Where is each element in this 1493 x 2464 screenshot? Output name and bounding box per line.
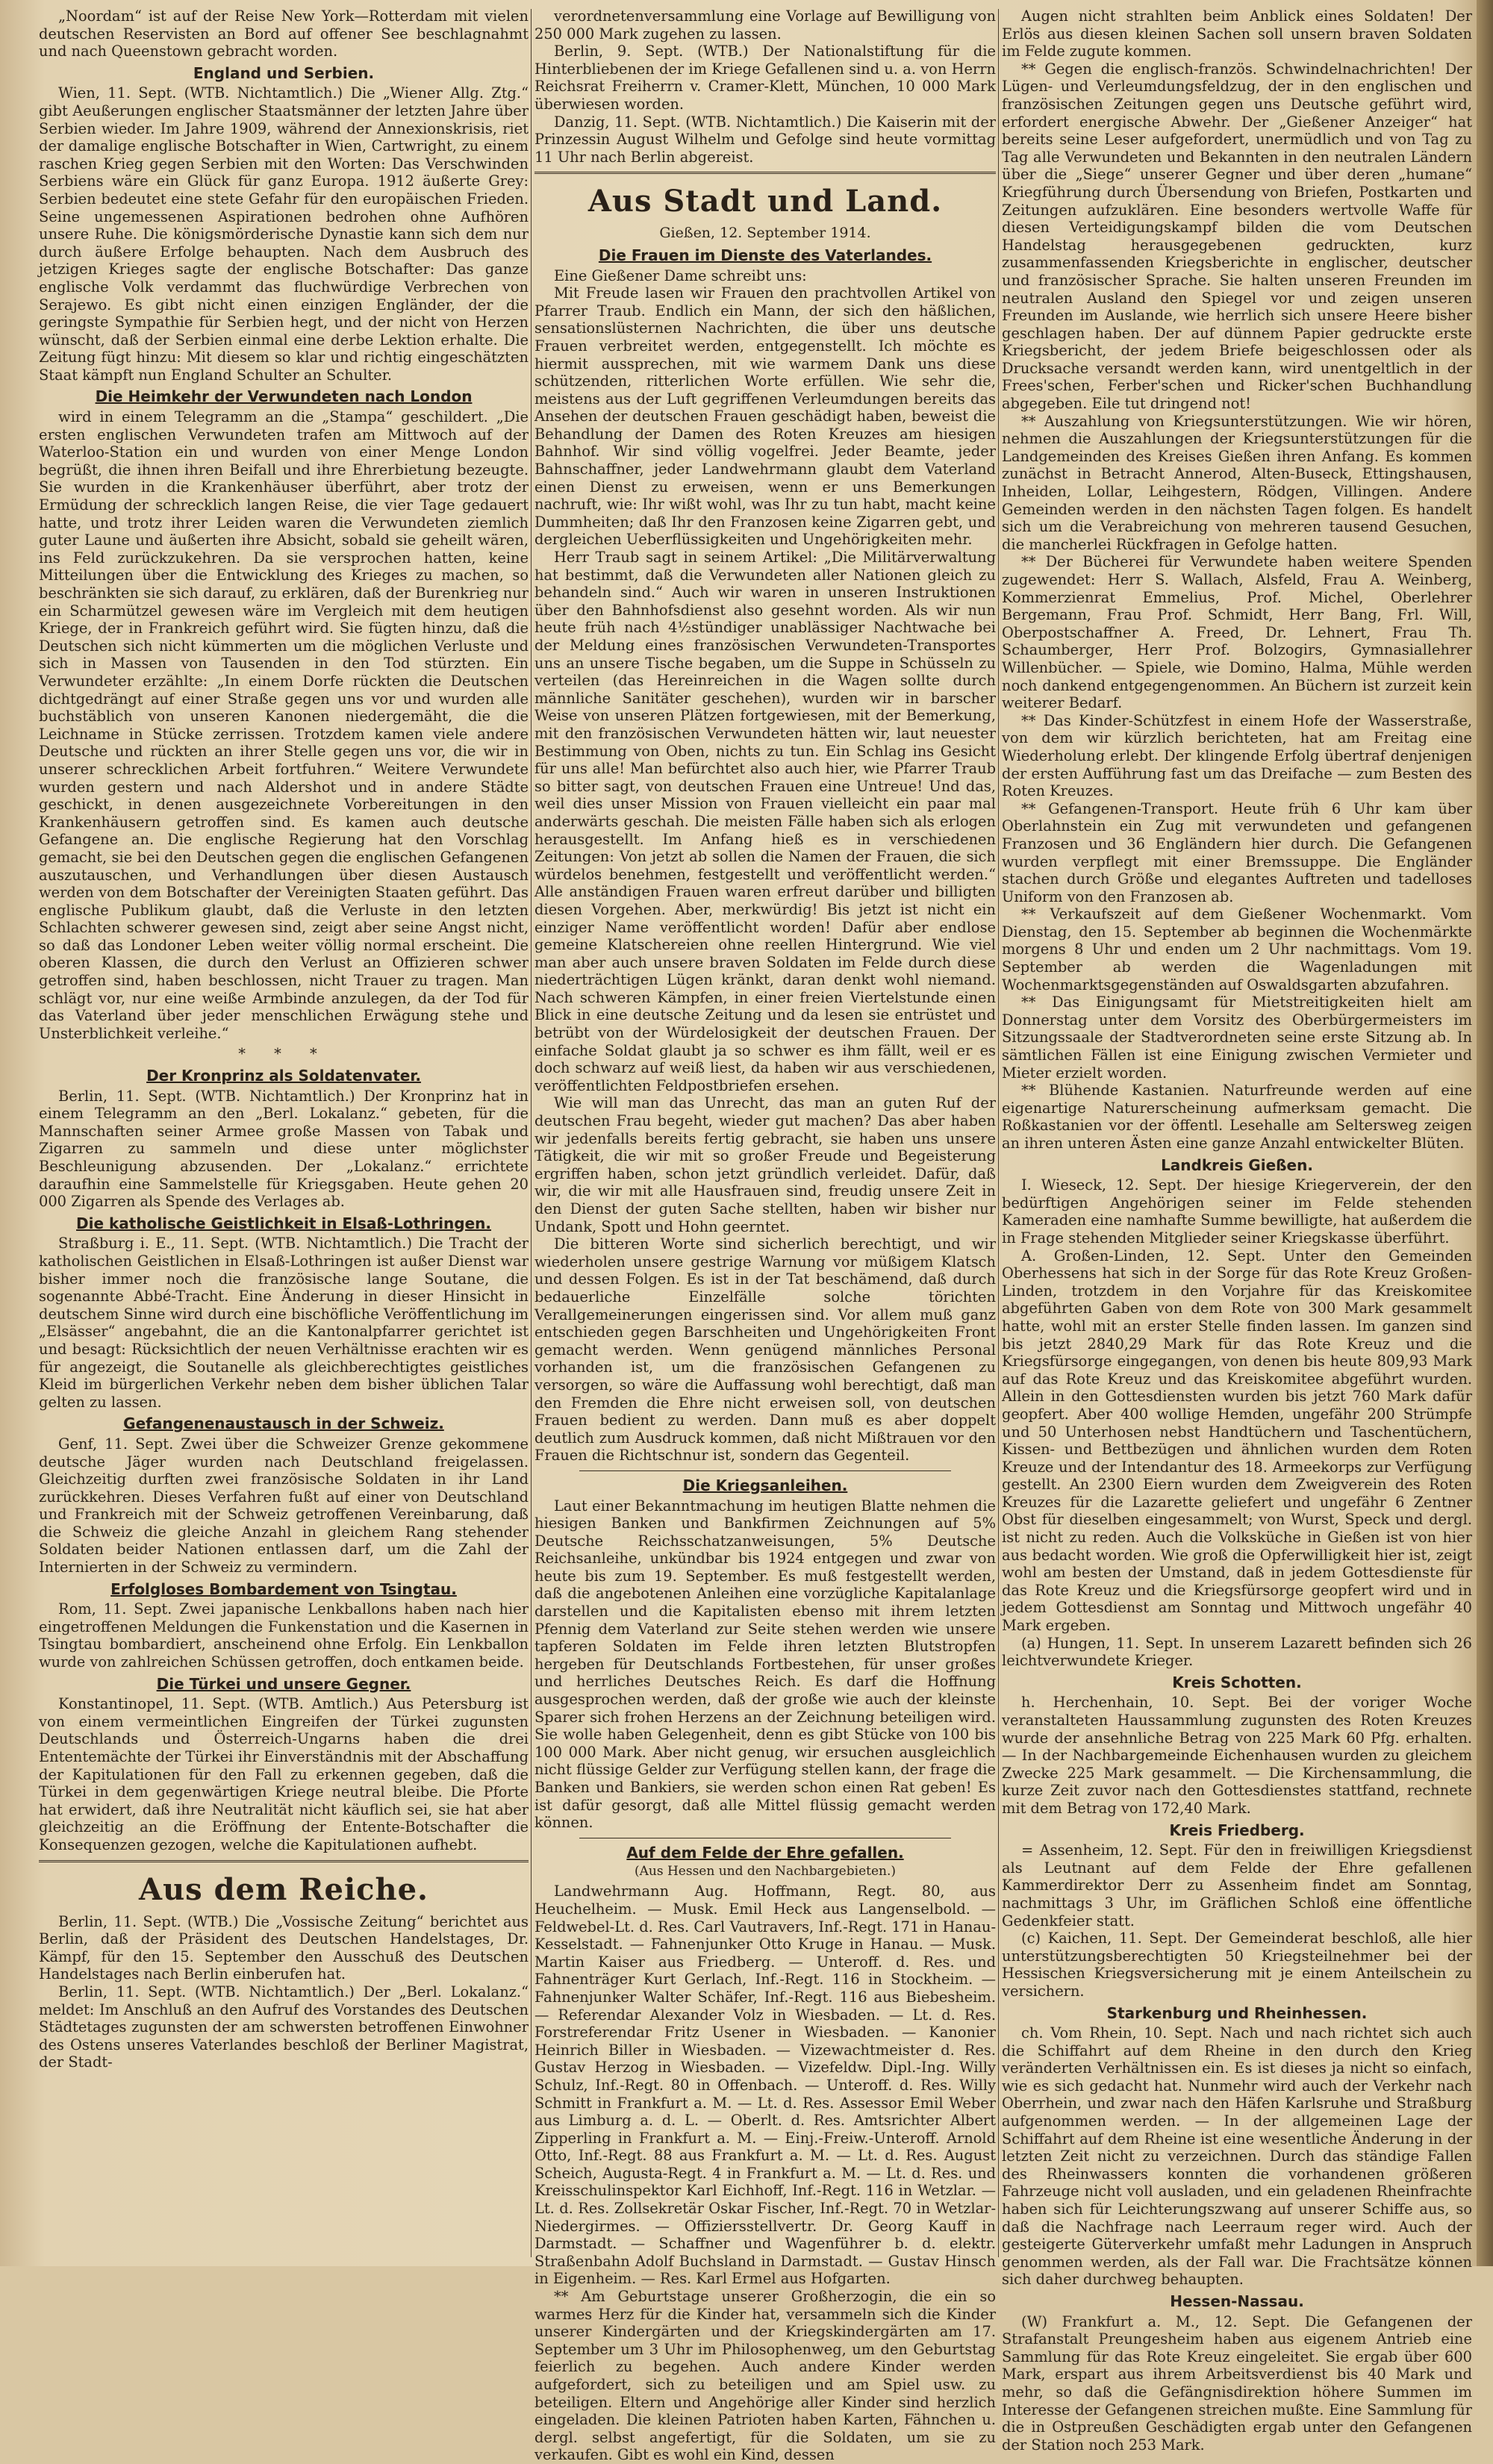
article-paragraph: Danzig, 11. Sept. (WTB. Nichtamtlich.) Die Kaiserin mit der Prinzessin August Wilhelm und Gefolge sind heute vormittag 11 Uhr nach Berlin abgereist.: [534, 113, 996, 166]
headline-felde-der-ehre: Auf dem Felde der Ehre gefallen.: [626, 1843, 904, 1862]
article-paragraph: Berlin, 11. Sept. (WTB. Nichtamtlich.) Der Kronprinz hat in einem Telegramm an den „Berl. Lokalanz.“ gebeten, für die Mannschaften seiner Armee große Massen von Tabak und Zigarren zu sammeln und diese unter möglichster Beschleunigung abzusenden. Der „Lokalanz.“ errichtete daraufhin eine Sammelstelle für Kriegsgaben. Heute gehen 20 000 Zigarren als Spende des Verlages ab.: [39, 1087, 529, 1211]
headline-england-serbien: England und Serbien.: [193, 63, 375, 82]
article-paragraph: ** Auszahlung von Kriegsunterstützungen. Wie wir hören, nehmen die Auszahlungen der Kriegsunterstützungen für die Landgemeinden des Kreises Gießen ihren Anfang. Es kommen zunächst in Betracht Annerod, Alten-Buseck, Ettingshausen, Inheiden, Lollar, Leihgestern, Rödgen, Villingen. Andere Gemeinden werden in den nächsten Tagen folgen. Es handelt sich um die Verabreichung von mehreren tausend Gesuchen, die mancherlei Rückfragen in Gefolge hatten.: [1002, 412, 1472, 553]
article-paragraph: Berlin, 9. Sept. (WTB.) Der Nationalstiftung für die Hinterbliebenen der im Kriege Gefallenen sind u. a. von Herrn Reichsrat Freiherrn v. Cramer-Klett, München, 10 000 Mark überwiesen worden.: [534, 43, 996, 113]
headline-tuerkei: Die Türkei und unsere Gegner.: [156, 1674, 411, 1693]
article-paragraph: Berlin, 11. Sept. (WTB.) Die „Vossische Zeitung“ berichtet aus Berlin, daß der Präsident des Deutschen Handelstages, Dr. Kämpf, für den 15. September den Ausschuß des Deutschen Handelstages nach Berlin einberufen hat.: [39, 1912, 529, 1983]
article-paragraph: Laut einer Bekanntmachung im heutigen Blatte nehmen die hiesigen Banken und Bankfirmen Zeichnungen auf 5% Deutsche Reichsschatzanweisungen, 5% Deutsche Reichsanleihe, unkündbar bis 1924 entgegen und zwar von heute bis zum 19. September. Es muß festgestellt werden, daß die angebotenen Anleihen eine vorzügliche Kapitalanlage darstellen und die Kapitalisten ebenso mit ihrem letzten Pfennig dem Vaterland zur Seite stehen werden wie unsere tapferen Soldaten im Felde ihren letzten Blutstropfen hergeben für Deutschlands Fortbestehen, für unser großes und herrliches Deutsches Reich. Es darf die Hoffnung ausgesprochen werden, daß der große wie auch der kleinste Sparer sich frohen Herzens an der Zeichnung beteiligen wird. Sie wolle haben Gelegenheit, denn es gibt Stücke von 100 bis 100 000 Mark. Aber nicht genug, wir ersuchen ausgleichlich nicht flüssige Gelder zur Verfügung stellen kann, der frage die Banken und Bankiers, sie werden schon einen Rat geben! Es ist dafür gesorgt, daß alle Mittel flüssig gemacht werden können.: [534, 1497, 996, 1832]
headline-tsingtau: Erfolgloses Bombardement von Tsingtau.: [110, 1579, 457, 1598]
article-paragraph: Berlin, 11. Sept. (WTB. Nichtamtlich.) Der „Berl. Lokalanz.“ meldet: Im Anschluß an den Aufruf des Vorstandes des Deutschen Städtetages zugunsten der am schwersten betroffenen Einwohner des Ostens unseres Vaterlandes beschloß der Berliner Magistrat, der Stadt-: [39, 1983, 529, 2071]
article-paragraph: ** Gefangenen-Transport. Heute früh 6 Uhr kam über Oberlahnstein ein Zug mit verwundeten und gefangenen Franzosen und 36 Engländern hier durch. Die Gefangenen wurden verpflegt mit einer Bremssuppe. Die Engländer stachen durch Größe und elegantes Auftreten und tadelloses Uniform von den Franzosen ab.: [1002, 799, 1472, 905]
article-paragraph: ** Gegen die englisch-französ. Schwindelnachrichten! Der Lügen- und Verleumdungsfeldzug, der in den englischen und französischen Zeitungen gegen uns Deutsche geführt wird, erfordert energische Abwehr. Der „Gießener Anzeiger“ hat bereits seine Leser aufgefordert, unermüdlich und von Tag zu Tag alle Verwundeten und Bekannten in den neutralen Ländern über die „Siege“ unserer Gegner und über deren „humane“ Kriegführung durch Übersendung von Briefen, Postkarten und Zeitungen aufzuklären. Eine besonders wertvolle Waffe für diesen Verteidigungskampf bilden die vom Deutschen Handelstag herausgegebenen gedruckten, kurz zusammenfassenden Kriegsberichte in englischer, deutscher und französischer Sprache. Sie halten unseren Freunden im neutralen Ausland den Spiegel vor und zeigen unseren Freunden im Auslande, wie herrlich sich unsere Heere bisher geschlagen haben. Der auf dünnem Papier gedruckte erste Kriegsbericht, der jedem Briefe beigeschlossen oder als Drucksache versandt werden kann, wird unentgeltlich in der Frees'schen, Ferber'schen und Ricker'schen Buchhandlung abgegeben. Eile tut dringend not!: [1002, 60, 1472, 413]
article-paragraph: Wien, 11. Sept. (WTB. Nichtamtlich.) Die „Wiener Allg. Ztg.“ gibt Aeußerungen englischer Staatsmänner der letzten Jahre über Serbien wieder. Im Jahre 1909, während der Annexionskrisis, riet der damalige englische Botschafter in Wien, Cartwright, zu einem raschen Krieg gegen Serbien mit den Worten: Das Verschwinden Serbiens wäre ein Glück für ganz Europa. 1912 äußerte Grey: Serbien bedeutet eine stete Gefahr für den europäischen Frieden. Seine ungemessenen Aspirationen bedrohen ohne Aufhören unsere Ruhe. Die königsmörderische Dynastie kann sich dem nur durch äußere Erfolge behaupten. Nach dem Ausbruch des jetzigen Krieges sagte der englische Botschafter: Das ganze englische Volk verdammt das fluchwürdige Verbrechen von Serajewo. Es gibt nicht einen einzigen Engländer, der die geringste Sympathie für Serbien hegt, und der nicht von Herzen wünscht, daß der Serbien einmal eine derbe Lektion erhalte. Die Zeitung fügt hinzu: Mit diesem so klar und richtig eingeschätzten Staat kämpft nun England Schulter an Schulter.: [39, 84, 529, 384]
headline-kronprinz: Der Kronprinz als Soldatenvater.: [146, 1067, 421, 1085]
article-paragraph: Mit Freude lasen wir Frauen den prachtvollen Artikel von Pfarrer Traub. Endlich ein Mann, der sich den häßlichen, sensationslüsternen Nachrichten, die über uns deutsche Frauen verbreitet werden, entgegenstellt. Ich möchte es hiermit aussprechen, mit wie warmem Dank uns diese schützenden, ritterlichen Worte erfüllen. Wie sehr die, meistens aus der Luft gegriffenen Verleumdungen bereits das Ansehen der deutschen Frauen geschädigt haben, beweist die Behandlung der Damen des Roten Kreuzes am hiesigen Bahnhof. Wir sind völlig vogelfrei. Jeder Beamte, jeder Bahnschaffner, jeder Landwehrmann glaubt dem Vaterland einen Dienst zu erweisen, wenn er uns Bemerkungen nachruft, wie: Ihr wißt wohl, was Ihr zu tun habt, macht keine Dummheiten; daß Ihr den Franzosen keine Zigarren gebt, und dergleichen Ueberflüssigkeiten und Ungehörigkeiten mehr.: [534, 284, 996, 549]
article-paragraph: = Assenheim, 12. Sept. Für den in freiwilligen Kriegsdienst als Leutnant auf dem Felde der Ehre gefallenen Kammerdirektor Derr zu Assenheim findet am Sonntag, nachmittags 3 Uhr, im Gräflichen Schloß eine öffentliche Gedenkfeier statt.: [1002, 1841, 1472, 1930]
article-paragraph: Rom, 11. Sept. Zwei japanische Lenkballons haben nach hier eingetroffenen Meldungen die Funkenstation und die Kasernen in Tsingtau bombardiert, anscheinend ohne Erfolg. Ein Lenkballon wurde von zahlreichen Schüssen getroffen, doch entkamen beide.: [39, 1600, 529, 1671]
column-3: [1002, 7, 1472, 2454]
article-paragraph: Konstantinopel, 11. Sept. (WTB. Amtlich.) Aus Petersburg ist von einem vermeintlichen Eingreifen der Türkei zugunsten Deutschlands und Österreich-Ungarns haben die drei Ententemächte der Türkei ihr Einverständnis mit der Abschaffung der Kapitulationen für den Fall zu erkennen gegeben, daß die Türkei in dem gegenwärtigen Kriege neutral bleibe. Die Pforte hat erwidert, daß ihre Neutralität nicht käuflich sei, sie hat aber gleichzeitig an die Eröffnung der Entente-Botschafter die Konsequenzen gezogen, welche die Kapitulationen aufhebt.: [39, 1695, 529, 1853]
article-paragraph: h. Herchenhain, 10. Sept. Bei der voriger Woche veranstalteten Haussammlung zugunsten des Roten Kreuzes wurde der ansehnliche Betrag von 225 Mark 60 Pfg. erhalten. — In der Nachbargemeinde Eichenhausen wurden zu gleichem Zwecke 225 Mark gesammelt. — Die Kirchensammlung, die kurze Zeit zuvor nach den Gottesdienstes stattfand, rechnete mit dem Betrag von 172,40 Mark.: [1002, 1694, 1472, 1817]
column-rule: [998, 9, 999, 2257]
section-divider-stars: * * *: [238, 1045, 329, 1063]
article-paragraph: Herr Traub sagt in seinem Artikel: „Die Militärverwaltung hat bestimmt, daß die Verwundeten aller Nationen gleich zu behandeln sind.“ Auch wir waren in unseren Instruktionen über den Bahnhofsdienst also gesehnt worden. Als wir nun heute früh nach 4½stündiger unablässiger Nachtwache bei der Meldung eines französischen Verwundeten-Transportes uns an unsere Tische begaben, um die Suppe in Schüsseln zu verteilen (das Hereinreichen in die Wagen sollte durch männliche Sanitäter geschehen), wurden wir in barscher Weise von unseren Plätzen fortgewiesen, mit der Bemerkung, mit den französischen Verwundeten hätten wir, laut neuester Bestimmung von Oben, nichts zu tun. Ein Schlag ins Gesicht für uns alle! Man befürchtet also auch hier, wie Pfarrer Traub so bitter sagt, von deutschen Frauen eine Untreue! Und das, weil dies unser Mission von Frauen vielleicht ein paar mal anderwärts geschah. Die meisten Fälle haben sich als erlogen herausgestellt. Im Anfang hieß es in verschiedenen Zeitungen: Von jetzt ab sollen die Namen der Frauen, die sich würdelos benehmen, festgestellt und veröffentlicht werden.“ Alle anständigen Frauen waren erfreut darüber und billigten diesen Vorgehen. Aber, merkwürdig! Bis jetzt ist nicht ein einziger Name veröffentlicht worden! Dafür aber endlose gemeine Klatschereien ohne reellen Hintergrund. Wie viel man aber auch unsere braven Soldaten im Felde durch diese niederträchtigen Lügen kränkt, daran denkt wohl niemand. Nach schweren Kämpfen, in einer freien Viertelstunde einen Blick in eine deutsche Zeitung und da lesen sie entrüstet und betrübt von der Würdelosigkeit der deutschen Frauen. Der einfache Soldat glaubt ja so schwer es ihm fällt, weil er es doch schwarz auf weiß liest, da haben wir aus verschiedenen, veröffentlichten Feldpostbriefen ersehen.: [534, 549, 996, 1094]
headline-heimkehr: Die Heimkehr der Verwundeten nach London: [95, 387, 473, 406]
headline-kreis-schotten: Kreis Schotten.: [1172, 1673, 1302, 1691]
article-paragraph: wird in einem Telegramm an die „Stampa“ geschildert. „Die ersten englischen Verwundeten trafen am Mittwoch auf der Waterloo-Station ein und wurden von einer Menge London begrüßt, die ihnen ihren Beifall und ihre Ehrerbietung bezeugte. Sie wurden in die Krankenhäuser überführt, aber trotz der Ermüdung der schrecklich langen Reise, die vier Tage gedauert hatte, und trotz ihrer Leiden waren die Verwundeten ziemlich guter Laune und äußerten ihre Absicht, sobald sie geheilt wären, ins Feld zurückzukehren. Da sie versprochen hatten, keine Mitteilungen über die Entwicklung des Krieges zu machen, so beschränkten sie sich darauf, zu erklären, daß der Burenkrieg nur ein Scharmützel gewesen wäre im Vergleich mit dem heutigen Kriege, der in Frankreich geführt wird. Sie fügten hinzu, daß die Deutschen sich nicht kümmerten um die möglichen Verluste und sich in Massen von Tausenden in den Tod stürzten. Ein Verwundeter erzählte: „In einem Dorfe rückten die Deutschen dichtgedrängt auf einer Straße gegen uns vor und wurden alle buchstäblich von unseren Kanonen niedergemäht, die die Leichname in Stücke zerrissen. Trotzdem kamen viele andere Deutsche und rückten an ihrer Stelle gegen uns vor, die wir in unserer schrecklichen Arbeit fortfuhren.“ Weitere Verwundete wurden gestern und nach Aldershot und in andere Städte geschickt, in denen ausgezeichnete Vorbereitungen in den Krankenhäusern getroffen sind. Es kamen auch deutsche Gefangene an. Die englische Regierung hat den Vorschlag gemacht, sie bei den Deutschen gegen die englischen Gefangenen auszutauschen, und Verhandlungen über diesen Austausch werden von dem Botschafter der Vereinigten Staaten geführt. Das englische Publikum glaubt, daß die Verluste in den letzten Schlachten schwerer gewesen sind, zeigt aber seine Angst nicht, so daß das Londoner Leben weiter völlig normal erscheint. Die oberen Klassen, die durch den Verlust an Offizieren schwer getroffen sind, haben beschlossen, nicht Trauer zu tragen. Man schlägt vor, nur eine weiße Armbinde anzulegen, da der Tod für das Vaterland über jeder menschlichen Erwägung stehe und Unsterblichkeit verleihe.“: [39, 408, 529, 1042]
subheadline: (Aus Hessen und den Nachbargebieten.): [634, 1864, 897, 1880]
article-paragraph: Wie will man das Unrecht, das man an guten Ruf der deutschen Frau begeht, wieder gut machen? Das aber haben wir jedenfalls bereits fertig gebracht, sie haben uns unsere Tätigkeit, die wir mit so großer Freude und Begeisterung ergriffen haben, schon jetzt gründlich verleidet. Dafür, daß wir, die wir mit alle Hausfrauen sind, freudig unsere Zeit in den Dienst der guten Sache stellten, haben wir bisher nur Undank, Spott und Hohn geerntet.: [534, 1094, 996, 1235]
article-paragraph: ** Verkaufszeit auf dem Gießener Wochenmarkt. Vom Dienstag, den 15. September ab beginnen die Wochenmärkte morgens 8 Uhr und enden um 2 Uhr nachmittags. Vom 19. September ab werden die Wagenladungen mit Wochenmarktsgegenständen auf Oswaldsgarten abzufahren.: [1002, 905, 1472, 994]
article-paragraph: ** Am Geburtstage unserer Großherzogin, die ein so warmes Herz für die Kinder hat, versammeln sich die Kinder unserer Kindergärten und der Kriegskindergärten am 17. September um 3 Uhr im Philosophenweg, um den Geburtstag feierlich zu begehen. Auch andere Kinder werden aufgefordert, sich zu beteiligen und am Spiel usw. zu beteiligen. Eltern und Angehörige aller Kinder sind herzlich eingeladen. Die kleinen Patrioten haben Karten, Fähnchen u. dergl. selbst angefertigt, für die Soldaten, um sie zu verkaufen. Gibt es wohl ein Kind, dessen: [534, 2288, 996, 2464]
article-paragraph: „Noordam“ ist auf der Reise New York—Rotterdam mit vielen deutschen Reservisten an Bord auf offener See beschlagnahmt und nach Queenstown gebracht worden.: [39, 7, 529, 60]
article-paragraph: (a) Hungen, 11. Sept. In unserem Lazarett befinden sich 26 leichtverwundete Krieger.: [1002, 1634, 1472, 1670]
headline-hessen-nassau: Hessen-Nassau.: [1170, 2292, 1304, 2310]
article-paragraph: ** Das Kinder-Schützfest in einem Hofe der Wasserstraße, von dem wir kürzlich berichteten, hat am Freitag eine Wiederholung erlebt. Der klingende Erfolg übertraf denjenigen der ersten Aufführung fast um das Dreifache — zum Besten des Roten Kreuzes.: [1002, 711, 1472, 800]
section-rule: [39, 1860, 529, 1862]
headline-starkenburg: Starkenburg und Rheinhessen.: [1106, 2003, 1368, 2022]
page-edge-shadow: [1477, 0, 1493, 2266]
headline-landkreis-giessen: Landkreis Gießen.: [1161, 1155, 1313, 1174]
section-rule: [534, 172, 996, 174]
column-rule: [531, 9, 532, 2257]
column-2: [534, 7, 996, 2464]
headline-gefangenenaustausch: Gefangenenaustausch in der Schweiz.: [123, 1415, 444, 1433]
article-paragraph: Eine Gießener Dame schreibt uns:: [554, 266, 807, 284]
article-paragraph: (c) Kaichen, 11. Sept. Der Gemeinderat beschloß, alle hier unterstützungsberechtigten 50 Kriegsteilnehmer bei der Hessischen Kriegsversicherung mit je einem Anteilschein zu versichern.: [1002, 1930, 1472, 2000]
section-rule: [579, 1470, 951, 1471]
article-paragraph: Straßburg i. E., 11. Sept. (WTB. Nichtamtlich.) Die Tracht der katholischen Geistlichen in Elsaß-Lothringen ist außer Dienst war bisher immer noch die französische lange Soutane, die sogenannte Abbé-Tracht. Eine Änderung in dieser Hinsicht in deutschem Sinne wird durch eine bischöfliche Veröffentlichung im „Elsässer“ angebahnt, die an die Kantonalpfarrer gerichtet ist und besagt: Rücksichtlich der neuen Verhältnisse erachten wir es für angezeigt, die Soutanelle als gleichberechtigtes geistliches Kleid im bürgerlichen Verkehr neben dem bisher üblichen Talar gelten zu lassen.: [39, 1235, 529, 1411]
dateline: Gießen, 12. September 1914.: [659, 225, 871, 242]
section-title-aus-stadt-und-land: Aus Stadt und Land.: [587, 184, 943, 219]
headline-katholisch: Die katholische Geistlichkeit in Elsaß-Lothringen.: [76, 1214, 491, 1232]
section-title-aus-dem-reiche: Aus dem Reiche.: [139, 1871, 428, 1907]
headline-kreis-friedberg: Kreis Friedberg.: [1169, 1821, 1305, 1839]
article-paragraph: A. Großen-Linden, 12. Sept. Unter den Gemeinden Oberhessens hat sich in der Sorge für das Rote Kreuz Großen-Linden, trotzdem in den Vorjahre für das Kreiskomitee abgeführten Gaben von dem Rote von 300 Mark gesammelt hatte, wohl mit an erster Stelle finden lassen. Im ganzen sind bis jetzt 2840,29 Mark für das Rote Kreuz und die Kriegsfürsorge eingegangen, von denen bis heute 809,93 Mark auf das Rote Kreuz und das Kreiskomitee abgeführt wurden. Allein in den Gottesdiensten wurden bis jetzt 760 Mark dafür geopfert. Aber 400 wollige Hemden, ungefähr 200 Strümpfe und 50 Unterhosen nebst Handtüchern und Taschentüchern, Kissen- und Bettbezügen und ähnlichen wurden dem Roten Kreuze und der Intendantur des 18. Armeekorps zur Verfügung gestellt. An 2300 Eiern wurden dem Zweigverein des Roten Kreuzes für die Lazarette geliefert und ungefähr 6 Zentner Obst für dieselben eingesammelt; von Wurst, Speck und dergl. ist nicht zu reden. Auch die Volksküche in Gießen ist von hier aus bedacht worden. Wie groß die Opferwilligkeit hier ist, zeigt wohl am besten der Umstand, daß in jedem Gottesdienste für das Rote Kreuz und die Kriegsfürsorge geopfert wird und in jedem Gottesdienst am Sonntag und Mittwoch ungefähr 40 Mark ergeben.: [1002, 1247, 1472, 1635]
article-paragraph: verordnetenversammlung eine Vorlage auf Bewilligung von 250 000 Mark zugehen zu lassen.: [534, 7, 996, 43]
headline-kriegsanleihen: Die Kriegsanleihen.: [682, 1476, 848, 1494]
headline-frauen: Die Frauen im Dienste des Vaterlandes.: [598, 246, 932, 264]
article-paragraph: Die bitteren Worte sind sicherlich berechtigt, und wir wiederholen unsere gestrige Warnung vor müßigem Klatsch und dessen Folgen. Es ist in der Tat beschämend, daß durch bedauerliche Einzelfälle solche törichten Verallgemeinerungen eingerissen sind. Vor allem muß ganz entschieden gegen Barschheiten und Ungehörigkeiten Front gemacht werden. Wenn genügend männliches Personal vorhanden ist, um die französischen Gefangenen zu versorgen, so wäre die Auffassung wohl berechtigt, daß man den Fremden die Ehre nicht erweisen soll, von deutschen Frauen bedient zu werden. Dann muß es aber doppelt deutlich zum Ausdruck kommen, daß nicht Mißtrauen vor den Frauen die Richtschnur ist, sondern das Gegenteil.: [534, 1235, 996, 1465]
article-paragraph: ** Das Einigungsamt für Mietstreitigkeiten hielt am Donnerstag unter dem Vorsitz des Oberbürgermeisters im Sitzungssaale der Stadtverordneten seine erste Sitzung ab. In sämtlichen Fällen ist eine Einigung zwischen Vermieter und Mieter erzielt worden.: [1002, 994, 1472, 1082]
article-paragraph: I. Wieseck, 12. Sept. Der hiesige Kriegerverein, der den bedürftigen Angehörigen seiner im Felde stehenden Kameraden eine namhafte Summe bewilligte, hat außerdem die in Frage stehenden Mitglieder seiner Kriegskasse überführt.: [1002, 1176, 1472, 1247]
article-paragraph: Landwehrmann Aug. Hoffmann, Regt. 80, aus Heuchelheim. — Musk. Emil Heck aus Langenselbold. — Feldwebel-Lt. d. Res. Carl Vautravers, Inf.-Regt. 171 in Hanau-Kesselstadt. — Fahnenjunker Otto Kruge in Hanau. — Musk. Martin Kaiser aus Friedberg. — Unteroff. d. Res. und Fahnenträger Kurt Gerlach, Inf.-Regt. 116 in Stockheim. — Fahnenjunker Walter Schäfer, Inf.-Regt. 116 aus Biebesheim. — Referendar Alexander Volz in Wiesbaden. — Lt. d. Res. Forstreferendar Fritz Usener in Wiesbaden. — Kanonier Heinrich Biller in Wiesbaden. — Vizewachtmeister d. Res. Gustav Herzog in Wiesbaden. — Vizefeldw. Dipl.-Ing. Willy Schulz, Inf.-Regt. 80 in Offenbach. — Unteroff. d. Res. Willy Schmitt in Frankfurt a. M. — Lt. d. Res. Assessor Emil Weber aus Limburg a. d. L. — Oberlt. d. Res. Amtsrichter Albert Zipperling in Frankfurt a. M. — Einj.-Freiw.-Unteroff. Arnold Otto, Inf.-Regt. 88 aus Frankfurt a. M. — Lt. d. Res. August Scheich, Augusta-Regt. 4 in Frankfurt a. M. — Lt. d. Res. und Kreisschulinspektor Karl Eichhoff, Inf.-Regt. 116 in Wetzlar. — Lt. d. Res. Zollsekretär Oskar Fischer, Inf.-Regt. 70 in Wetzlar-Niedergirmes. — Offiziersstellvertr. Dr. Georg Kauff in Darmstadt. — Schaffner und Wagenführer b. d. elektr. Straßenbahn Adolf Buchsland in Darmstadt. — Gustav Hinsch in Eigenheim. — Res. Karl Ermel aus Hofgarten.: [534, 1883, 996, 2288]
article-paragraph: Genf, 11. Sept. Zwei über die Schweizer Grenze gekommene deutsche Jäger wurden nach Deutschland freigelassen. Gleichzeitig durften zwei französische Soldaten in ihr Land zurückkehren. Dieses Verfahren fußt auf einer von Deutschland und Frankreich mit der Schweiz getroffenen Vereinbarung, daß die Schweiz die gleiche Anzahl in gleichem Rang stehender Soldaten beider Nationen entlassen darf, um die Zahl der Internierten in der Schweiz zu vermindern.: [39, 1435, 529, 1576]
column-1: [39, 7, 529, 2259]
article-paragraph: ** Blühende Kastanien. Naturfreunde werden auf eine eigenartige Naturerscheinung aufmerksam gemacht. Die Roßkastanien vor der öffentl. Lesehalle am Seltersweg zeigen an ihren unteren Ästen eine ganze Anzahl entwickelter Blüten.: [1002, 1082, 1472, 1152]
article-paragraph: Augen nicht strahlten beim Anblick eines Soldaten! Der Erlös aus diesen kleinen Sachen soll unsern braven Soldaten im Felde zugute kommen.: [1002, 7, 1472, 60]
article-paragraph: ch. Vom Rhein, 10. Sept. Nach und nach richtet sich auch die Schiffahrt auf dem Rheine in den durch den Krieg veränderten Verhältnissen ein. Es ist dieses ja nicht so einfach, wie es sich gedacht hat. Nunmehr wird auch der Verkehr nach Oberrhein, und zwar nach den Häfen Karlsruhe und Straßburg aufgenommen werden. — In der allgemeinen Lage der Schiffahrt auf dem Rheine ist eine wesentliche Änderung in der letzten Zeit nicht zu verzeichnen. Durch das ständige Fallen des Rheinwassers konnten die vorhandenen größeren Fahrzeuge nicht voll ausladen, und ein geladenen Rheinfrachte haben sich für Leichterungszwang auf unserer Schiffe aus, so daß die Nachfrage nach Leerraum reger wird. Auch der gesteigerte Güterverkehr umfaßt mehr Ladungen in Anspruch genommen werden, als der Fall war. Die Frachtsätze können sich daher durchweg behaupten.: [1002, 2024, 1472, 2289]
article-paragraph: ** Der Bücherei für Verwundete haben weitere Spenden zugewendet: Herr S. Wallach, Alsfeld, Frau A. Weinberg, Kommerzienrat Emmelius, Prof. Michel, Oberlehrer Bergemann, Frau Prof. Schmidt, Herr Bang, Frl. Will, Oberpostschaffner A. Freed, Dr. Lehnert, Frau Th. Schaumberger, Herr Prof. Bolzogirs, Gymnasiallehrer Willenbücher. — Spiele, wie Domino, Halma, Mühle werden noch dankend entgegengenommen. An Büchern ist zurzeit kein weiterer Bedarf.: [1002, 553, 1472, 712]
article-paragraph: (W) Frankfurt a. M., 12. Sept. Die Gefangenen der Strafanstalt Preungesheim haben aus eigenem Antrieb eine Sammlung für das Rote Kreuz eingeleitet. Sie ergab über 600 Mark, erspart aus ihrem Arbeitsverdienst bis 40 Mark und mehr, so daß die Gefängnisdirektion höhere Summen im Interesse der Gefangenen streichen mußte. Eine Sammlung für die in Ostpreußen Geschädigten ergab unter den Gefangenen der Station noch 253 Mark.: [1002, 2312, 1472, 2454]
